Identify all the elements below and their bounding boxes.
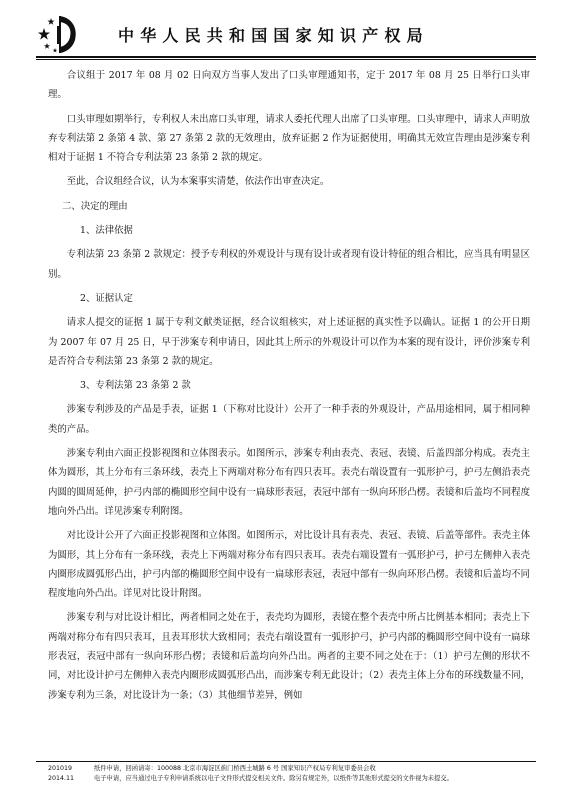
subsection-heading: 1、法律依据 (80, 225, 133, 237)
footer-rule (36, 761, 536, 762)
paragraph: 涉案专利涉及的产品是手表，证据 1（下称对比设计）公开了一种手表的外观设计，产品用途相同，属于相同种类的产品。 (48, 404, 530, 435)
paragraph: 请求人提交的证据 1 属于专利文献类证据，经合议组核实，对上述证据的真实性予以确认。证据 1 的公开日期为 2007 年 07 月 25 日，早于涉案专利申请日，因此其上所示的外观设计可以作为本案的现有设计，评价涉案专利是否符合专利法第 23 条第 2 款的规定。 (48, 317, 530, 367)
paragraph: 合议组于 2017 年 08 月 02 日向双方当事人发出了口头审理通知书，定于 2017 年 08 月 25 日举行口头审理。 (48, 70, 530, 101)
org-title: 中华人民共和国国家知识产权局 (118, 26, 429, 45)
paragraph: 至此，合议组经合议，认为本案事实清楚，依法作出审查决定。 (66, 176, 330, 188)
subsection-heading: 3、专利法第 23 条第 2 款 (80, 380, 191, 392)
paragraph: 涉案专利由六面正投影视图和立体图表示。如图所示，涉案专利由表壳、表冠、表镜、后盖四部分构成。表壳主体为圆形，其上分布有三条环线，表壳上下两端对称分布有四只表耳。表壳右端设置有一弧形护弓，护弓左侧沿表壳内圆的圆周延伸，护弓内部的椭圆形空间中设有一扁球形表冠，表冠中部有一纵向环形凸楞。表镜和后盖均不同程度地向外凸出。详见涉案专利附图。 (48, 448, 530, 517)
document-body (48, 66, 530, 710)
paragraph: 口头审理如期举行，专利权人未出席口头审理，请求人委托代理人出席了口头审理。口头审理中，请求人声明放弃专利法第 2 条第 4 款、第 27 条第 2 款的无效理由，放弃证据 2 作为证据使用，明确其无效宣告理由是涉案专利相对于证据 1 不符合专利法第 23 条第 2 款的规定。 (48, 113, 530, 164)
paragraph: 涉案专利与对比设计相比，两者相同之处在于，表壳均为圆形，表镜在整个表壳中所占比例基本相同；表壳上下两端对称分布有四只表耳，且表耳形状大致相同；表壳右端设置有一弧形护弓，护弓内部的椭圆形空间中设有一扁球形表冠，表冠中部有一纵向环形凸楞；表镜和后盖均向外凸出。两者的主要不同之处在于：（1）护弓左侧的形状不同，对比设计护弓左侧伸入表壳内圈形成圆弧形凸出，而涉案专利无此设计；（2）表壳主体上分布的环线数量不同，涉案专利为三条，对比设计为一条；（3）其他细节差异，例如 (48, 612, 530, 701)
header-rule-thick (36, 56, 536, 58)
paragraph: 对比设计公开了六面正投影视图和立体图。如图所示，对比设计具有表壳、表冠、表镜、后盖等部件。表壳主体为圆形，其上分布有一条环线，表壳上下两端对称分布有四只表耳。表壳右端设置有一弧形护弓，护弓左侧伸入表壳内圈形成圆弧形凸出，护弓内部的椭圆形空间中设有一扁球形表冠，表冠中部有一纵向环形凸楞。表镜和后盖均不同程度地向外凸出。详见对比设计附图。 (48, 530, 530, 600)
paragraph: 专利法第 23 条第 2 款规定：授予专利权的外观设计与现有设计或者现有设计特征的组合相比，应当具有明显区别。 (48, 249, 530, 280)
electronic-filing-notice: 电子申请，应当通过电子专利申请系统以电子文件形式提交相关文件。除另有规定外，以纸件等其他形式提交的文件视为未提交。 (94, 774, 453, 782)
subsection-heading: 2、证据认定 (80, 292, 133, 304)
mailing-notice: 纸件申请，回函请寄：100088 北京市海淀区蓟门桥西土城路 6 号 国家知识产权局专利复审委员会收 (94, 765, 376, 772)
section-heading: 二、决定的理由 (62, 200, 128, 212)
cnipa-logo-icon (38, 14, 78, 54)
form-code: 201019 (48, 765, 73, 772)
footer-row (48, 764, 548, 774)
page-footer (48, 764, 548, 783)
page-header (0, 0, 565, 62)
footer-row (48, 774, 548, 784)
form-version: 2014.11 (48, 774, 75, 782)
header-rule-thin (36, 59, 536, 60)
